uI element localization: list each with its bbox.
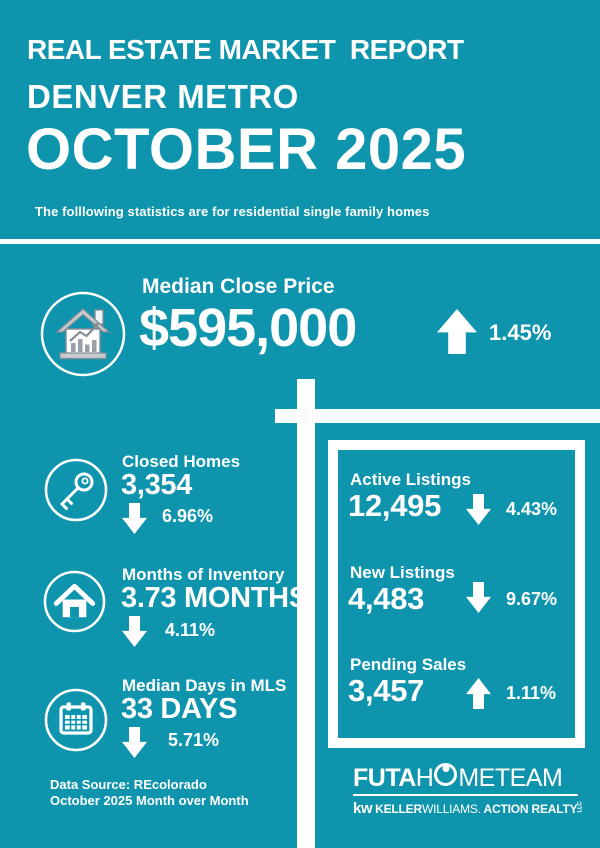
stat-label: Months of Inventory [122,565,285,584]
report-title-month: OCTOBER 2025 [26,117,467,182]
stat-change: 9.67% [506,589,558,609]
stat-value: 4,483 [348,581,425,616]
header-divider-line [0,239,600,244]
data-source-note [50,777,249,809]
kw-monogram: kw [353,800,373,817]
stat-change: 4.43% [506,499,558,519]
stat-label: Active Listings [350,470,471,489]
brand-part-meteam: METEAM [458,764,563,792]
report-title-line1: REAL ESTATE MARKET REPORT [27,34,464,65]
stat-value: 12,495 [348,488,442,523]
data-source-line2: October 2025 Month over Month [50,793,249,808]
stat-value: 3.73 MONTHS [121,582,308,614]
sign-post-crossbar [275,409,600,423]
key-icon [44,458,108,522]
change-arrow-down-icon [122,503,147,534]
brand-divider-line [353,794,578,796]
brand-o-dot [442,765,449,772]
stat-label: Median Days in MLS [122,676,287,695]
brokerage-keller: KELLER [375,802,422,816]
house-chart-icon [40,291,126,377]
keller-williams-logo [353,800,584,817]
hero-stat-change: 1.45% [489,320,552,345]
stat-value: 3,457 [348,673,425,708]
change-arrow-down-icon [122,727,147,758]
stat-label: Pending Sales [350,655,467,674]
stat-value: 33 DAYS [121,693,238,725]
brand-part-h: H [415,764,434,792]
change-arrow-down-icon [122,616,147,647]
hero-stat-value: $595,000 [139,298,357,358]
stat-change: 5.71% [168,730,220,750]
report-subtitle: The folllowing statistics are for residential single family homes [35,204,430,219]
change-arrow-up-icon [437,309,477,354]
brokerage-llc: LLC [577,801,584,813]
stat-change: 1.11% [506,683,557,703]
data-source-line1: Data Source: REcolorado [50,777,207,792]
stat-value: 3,354 [121,469,193,501]
stat-change: 6.96% [162,506,214,526]
stat-label: New Listings [350,563,455,582]
brokerage-action-realty: ACTION REALTY [480,802,578,816]
futa-home-team-logo [353,763,562,793]
hero-stat-label: Median Close Price [142,275,335,298]
brokerage-williams: WILLIAMS. [421,802,481,816]
brand-part-futa: FUTA [353,764,416,792]
brand-o-icon [434,763,457,786]
house-icon [43,570,106,633]
report-title-region: DENVER METRO [27,78,299,115]
calendar-icon [44,688,108,752]
stat-change: 4.11% [165,620,216,640]
stat-label: Closed Homes [122,452,241,471]
